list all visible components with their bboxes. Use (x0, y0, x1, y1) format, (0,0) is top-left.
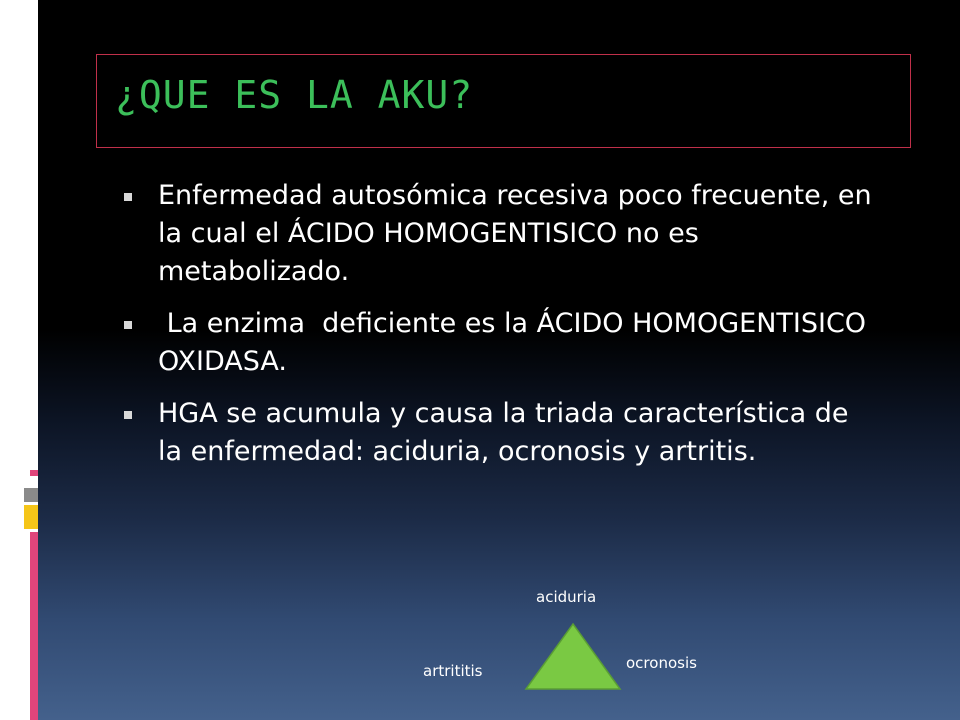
bullet-text: La enzima deficiente es la ÁCIDO HOMOGENTISICO OXIDASA. (158, 308, 875, 377)
square-bullet-icon (124, 193, 132, 201)
square-bullet-icon (124, 411, 132, 419)
square-bullet-icon (124, 321, 132, 329)
title-box (96, 54, 911, 148)
accent-bar-pink-top (30, 470, 38, 476)
diagram-label-top: aciduria (536, 588, 597, 606)
bullet-text: HGA se acumula y causa la triada característica de la enfermedad: aciduria, ocronosis y artritis. (158, 398, 858, 467)
accent-bar-pink-long (30, 532, 38, 720)
accent-bar-gray-2 (30, 488, 38, 502)
triangle-shape (526, 624, 620, 689)
diagram-label-left: artrititis (423, 662, 483, 680)
accent-bar-yellow-2 (30, 505, 38, 529)
bullet-item (120, 395, 880, 471)
bullet-item (120, 177, 880, 291)
slide-title: ¿QUE ES LA AKU? (115, 73, 474, 117)
bullet-list (120, 177, 880, 485)
diagram-label-right: ocronosis (626, 654, 697, 672)
bullet-text: Enfermedad autosómica recesiva poco frecuente, en la cual el ÁCIDO HOMOGENTISICO no es metabolizado. (158, 180, 881, 287)
triad-triangle (524, 622, 622, 692)
bullet-item (120, 305, 880, 381)
